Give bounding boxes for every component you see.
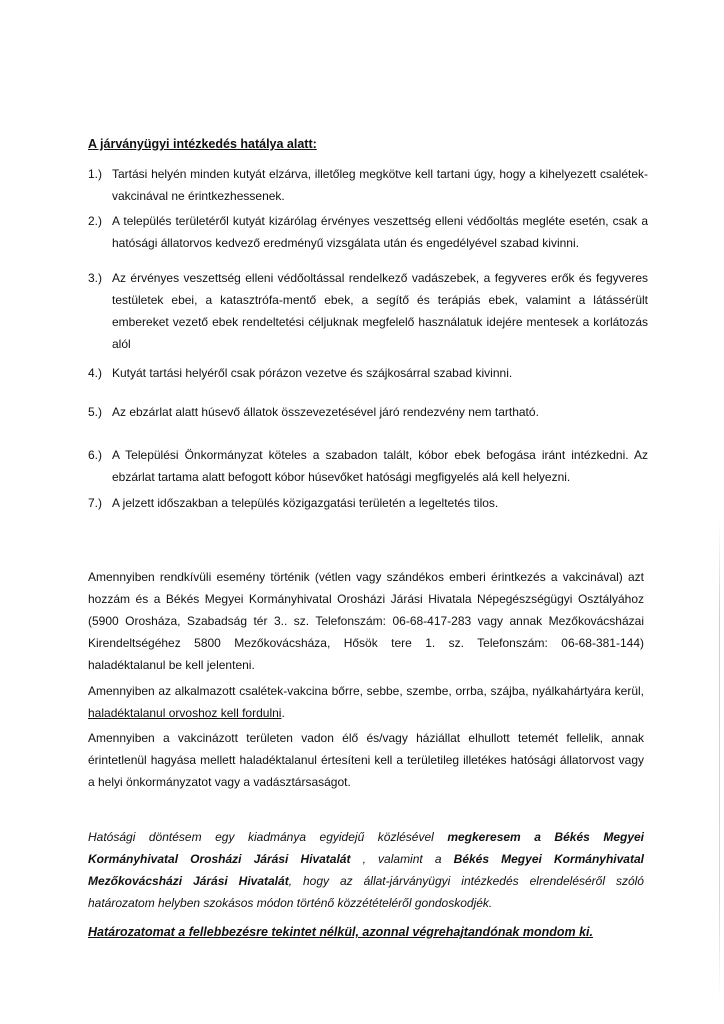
paragraph-exposure-text: Amennyiben az alkalmazott csalétek-vakcina bőrre, sebbe, szembe, orrba, szájba, nyálkahártyára kerül, [88, 684, 644, 698]
list-item-text: A Települési Önkormányzat köteles a szabadon talált, kóbor ebek befogása iránt intézkedni. Az ebzárlat tartama alatt befogott kóbor húsevőket hatósági megfigyelés alá kell helyezni. [112, 448, 648, 484]
list-item-number: 3.) [88, 271, 103, 285]
list-item-1 [88, 163, 648, 207]
publication-bold-b: megkeresem a Békés Megyei Kormányhivatal Orosházi Járási Hivatalát [88, 830, 645, 866]
list-item-5 [88, 401, 648, 423]
list-item-6 [88, 444, 648, 488]
paragraph-exposure [88, 680, 644, 724]
paragraph-incident-report: Amennyiben rendkívüli esemény történik (vétlen vagy szándékos emberi érintkezés a vakcinával) azt hozzám és a Békés Megyei Kormányhivatal Orosházi Járási Hivatala Népegészségügyi Osztályához (5900 Orosháza, Szabadság tér 3.. sz. Telefonszám: 06-68-417-283 vagy annak Mezőkovácsházai Kirendeltségéhez 5800 Mezőkovácsháza, Hősök tere 1. sz. Telefonszám: 06-68-381-144) haladéktalanul be kell jelenteni. [88, 570, 644, 672]
list-item-text: Kutyát tartási helyéről csak pórázon vezetve és szájkosárral szabad kivinni. [112, 366, 513, 380]
list-item-number: 5.) [88, 405, 103, 419]
section-heading: A járványügyi intézkedés hatálya alatt: [88, 137, 317, 151]
list-item-number: 4.) [88, 366, 103, 380]
list-item-number: 2.) [88, 214, 103, 228]
publication-text-a: Hatósági döntésem egy kiadmánya egyidejű közlésével [88, 830, 448, 844]
publication-text-c: , valamint a [350, 852, 454, 866]
underlined-instruction: haladéktalanul orvoshoz kell fordulni [88, 706, 282, 720]
list-item-text: Az ebzárlat alatt húsevő állatok összevezetésével járó rendezvény nem tartható. [112, 405, 539, 419]
list-item-7 [88, 492, 648, 514]
list-item-number: 1.) [88, 167, 103, 181]
paragraph-publication [88, 826, 644, 914]
publication-text-e: , hogy az állat-járványügyi intézkedés elrendeléséről szóló határozatom helyben szokásos módon történő közzétételéről gondoskodjék. [88, 874, 644, 910]
scan-edge-line [719, 520, 720, 1000]
list-item-number: 7.) [88, 496, 103, 510]
final-statement: Határozatomat a fellebbezésre tekintet nélkül, azonnal végrehajtandónak mondom ki. [88, 925, 593, 939]
list-item-number: 6.) [88, 448, 103, 462]
list-item-text: A jelzett időszakban a település közigazgatási területén a legeltetés tilos. [112, 496, 499, 510]
list-item-text: Tartási helyén minden kutyát elzárva, illetőleg megkötve kell tartani úgy, hogy a kihelyezett csalétek-vakcinával ne érintkezhessenek. [112, 167, 648, 203]
publication-bold-d: Békés Megyei Kormányhivatal Mezőkovácsházi Járási Hivatalát [88, 852, 644, 888]
list-item-4 [88, 362, 648, 384]
paragraph-exposure-end: . [281, 706, 285, 720]
list-item-3 [88, 267, 648, 355]
list-item-text: A település területéről kutyát kizárólag érvényes veszettség elleni védőoltás megléte esetén, csak a hatósági állatorvos kedvező eredményű vizsgálata után és engedélyével szabad kivinni. [112, 214, 648, 250]
list-item-2 [88, 210, 648, 254]
paragraph-carcass: Amennyiben a vakcinázott területen vadon élő és/vagy háziállat elhullott tetemét fellelik, annak érintetlenül hagyása mellett haladéktalanul értesíteni kell a területileg illetékes hatósági állatorvost vagy a helyi önkormányzatot vagy a vadásztársaságot. [88, 731, 644, 789]
list-item-text: Az érvényes veszettség elleni védőoltással rendelkező vadászebek, a fegyveres erők és fegyveres testületek ebei, a katasztrófa-mentő ebek, a segítő és terápiás ebek, valamint a látássérült embereket vezető ebek rendeltetési céljuknak megfelelő használatuk idejére mentesek a korlátozás alól [112, 271, 648, 351]
